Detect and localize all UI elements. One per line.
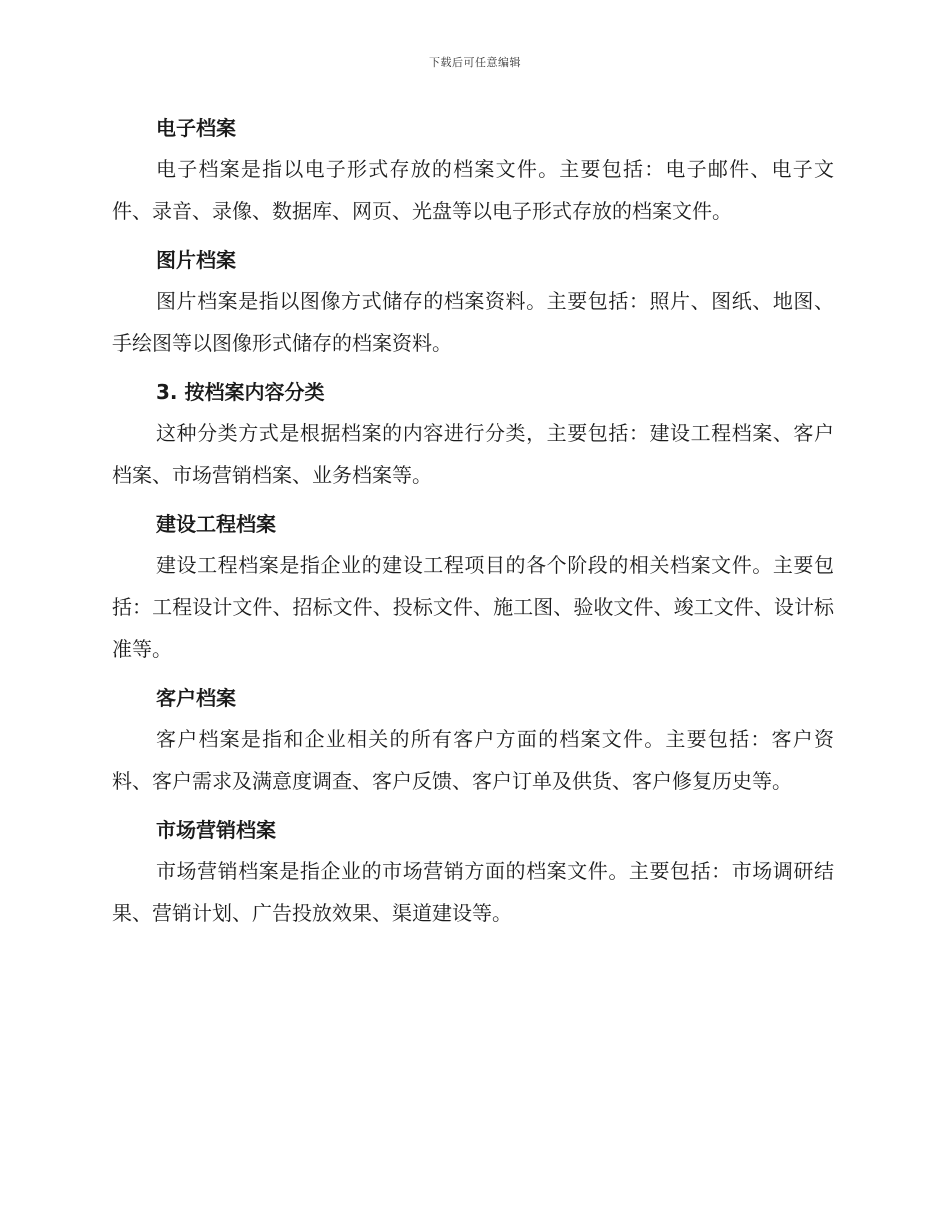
document-body (112, 108, 834, 942)
section-heading-content-classification: 3. 按档案内容分类 (156, 380, 325, 404)
section-heading-image: 图片档案 (156, 248, 236, 272)
section-body-construction: 建设工程档案是指企业的建设工程项目的各个阶段的相关档案文件。主要包括：工程设计文件、招标文件、投标文件、施工图、验收文件、竣工文件、设计标准等。 (112, 553, 834, 661)
section-heading-marketing: 市场营销档案 (156, 818, 276, 842)
section-heading-electronic: 电子档案 (156, 116, 236, 140)
section-heading-construction: 建设工程档案 (156, 512, 276, 536)
section-body-marketing: 市场营销档案是指企业的市场营销方面的档案文件。主要包括：市场调研结果、营销计划、广告投放效果、渠道建设等。 (112, 859, 834, 925)
section-heading-customer: 客户档案 (156, 686, 236, 710)
page-header: 下载后可任意编辑 (429, 56, 521, 69)
section-body-image: 图片档案是指以图像方式储存的档案资料。主要包括：照片、图纸、地图、手绘图等以图像形式储存的档案资料。 (112, 289, 834, 355)
section-body-electronic: 电子档案是指以电子形式存放的档案文件。主要包括：电子邮件、电子文件、录音、录像、数据库、网页、光盘等以电子形式存放的档案文件。 (112, 157, 834, 223)
section-body-customer: 客户档案是指和企业相关的所有客户方面的档案文件。主要包括：客户资料、客户需求及满意度调查、客户反馈、客户订单及供货、客户修复历史等。 (112, 727, 834, 793)
section-body-content-classification: 这种分类方式是根据档案的内容进行分类，主要包括：建设工程档案、客户档案、市场营销档案、业务档案等。 (112, 421, 834, 487)
